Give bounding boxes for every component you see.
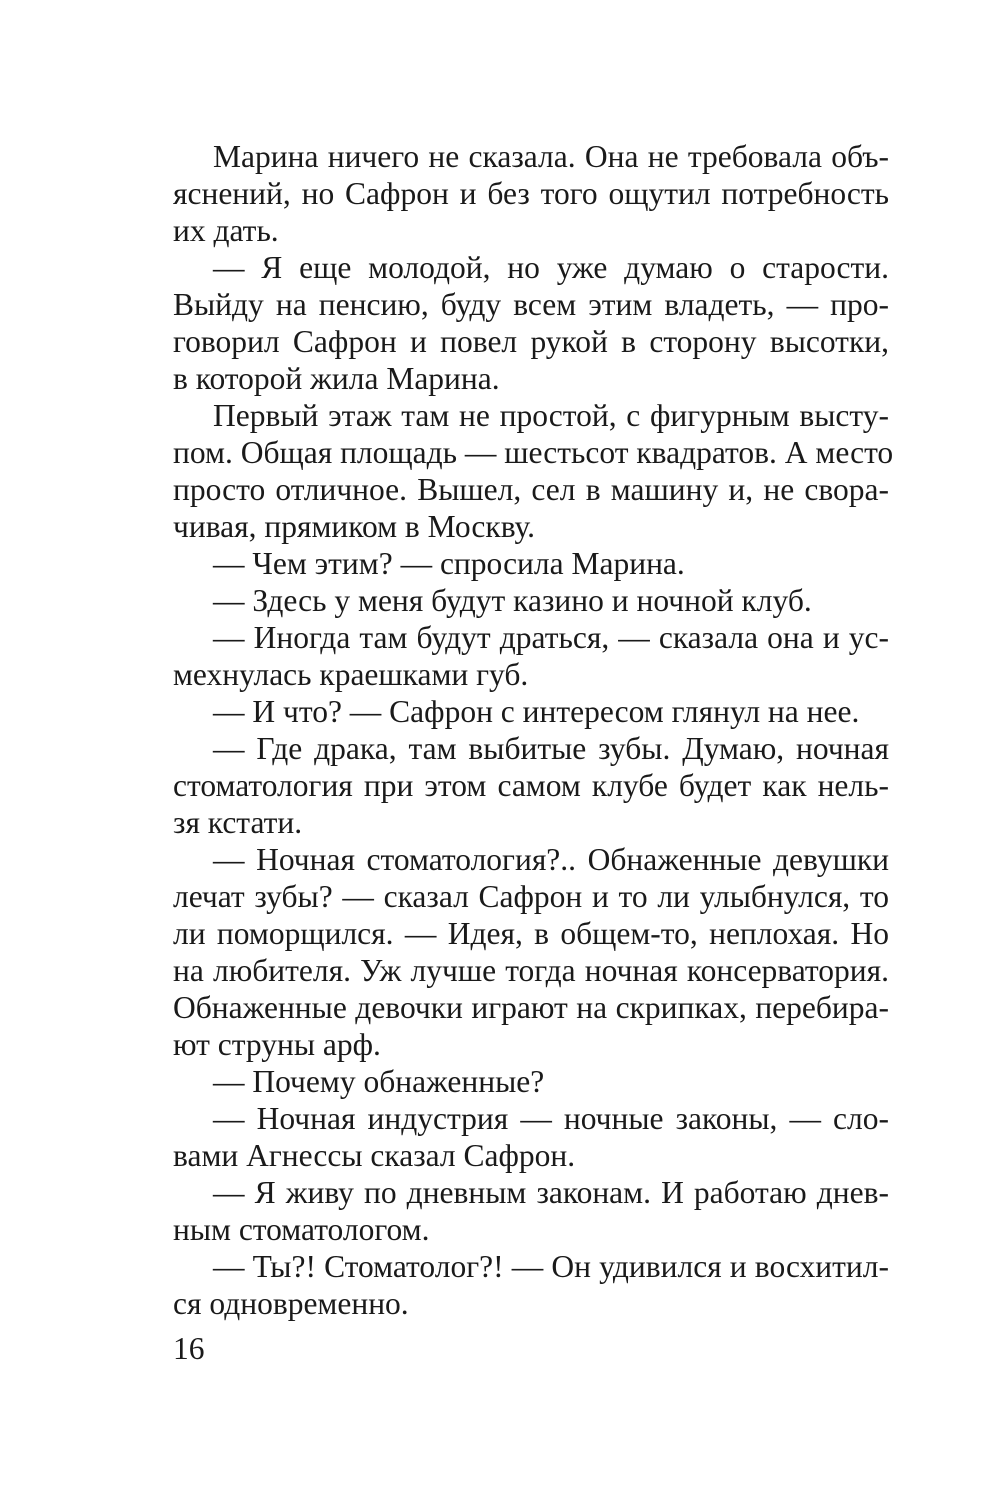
text-line: Выйду на пенсию, буду всем этим владеть, — про- [173, 287, 889, 322]
paragraph [173, 1063, 889, 1100]
paragraph [173, 841, 889, 1063]
paragraph [173, 397, 894, 545]
text-line: Первый этаж там не простой, с фигурным высту- [213, 398, 889, 433]
text-line: говорил Сафрон и повел рукой в сторону высотки, [173, 324, 889, 359]
text-line: ют струны арф. [173, 1027, 381, 1062]
text-line: — Чем этим? — спросила Марина. [213, 546, 685, 581]
body-text [173, 138, 894, 1322]
text-line: — Ночная стоматология?.. Обнаженные девушки [213, 842, 889, 877]
text-line: мехнулась краешками губ. [173, 657, 529, 692]
text-line: — Где драка, там выбитые зубы. Думаю, ночная [213, 731, 889, 766]
page-number: 16 [173, 1331, 205, 1366]
paragraph [173, 693, 889, 730]
text-line: лечат зубы? — сказал Сафрон и то ли улыбнулся, то [173, 879, 889, 914]
text-line: яснений, но Сафрон и без того ощутил потребность [173, 176, 889, 211]
text-line: Обнаженные девочки играют на скрипках, перебира- [173, 990, 889, 1025]
text-line: зя кстати. [173, 805, 303, 840]
text-line: ным стоматологом. [173, 1212, 430, 1247]
text-line: — Почему обнаженные? [213, 1064, 545, 1099]
text-line: — Ты?! Стоматолог?! — Он удивился и восхитил- [213, 1249, 889, 1284]
text-line: пом. Общая площадь — шестьсот квадратов. А место [173, 435, 894, 470]
paragraph [173, 1248, 889, 1322]
paragraph [173, 545, 889, 582]
text-line: — Я живу по дневным законам. И работаю днев- [213, 1175, 889, 1210]
paragraph [173, 1100, 889, 1174]
text-line: Марина ничего не сказала. Она не требовала объ- [213, 139, 889, 174]
paragraph [173, 138, 889, 249]
text-line: ли поморщился. — Идея, в общем-то, неплохая. Но [173, 916, 889, 951]
text-line: их дать. [173, 213, 279, 248]
text-line: — Ночная индустрия — ночные законы, — сло- [213, 1101, 889, 1136]
text-line: — Здесь у меня будут казино и ночной клуб. [213, 583, 812, 618]
text-line: вами Агнессы сказал Сафрон. [173, 1138, 576, 1173]
paragraph [173, 1174, 889, 1248]
paragraph [173, 582, 889, 619]
text-line: — Я еще молодой, но уже думаю о старости. [213, 250, 889, 285]
paragraph [173, 619, 889, 693]
text-line: чивая, прямиком в Москву. [173, 509, 535, 544]
paragraph [173, 249, 889, 397]
text-line: — Иногда там будут драться, — сказала она и ус- [213, 620, 889, 655]
text-line: — И что? — Сафрон с интересом глянул на нее. [213, 694, 860, 729]
paragraph [173, 730, 889, 841]
text-line: стоматология при этом самом клубе будет как нель- [173, 768, 889, 803]
text-line: в которой жила Марина. [173, 361, 500, 396]
text-line: на любителя. Уж лучше тогда ночная консерватория. [173, 953, 889, 988]
text-line: ся одновременно. [173, 1286, 409, 1321]
text-line: просто отличное. Вышел, сел в машину и, не свора- [173, 472, 889, 507]
